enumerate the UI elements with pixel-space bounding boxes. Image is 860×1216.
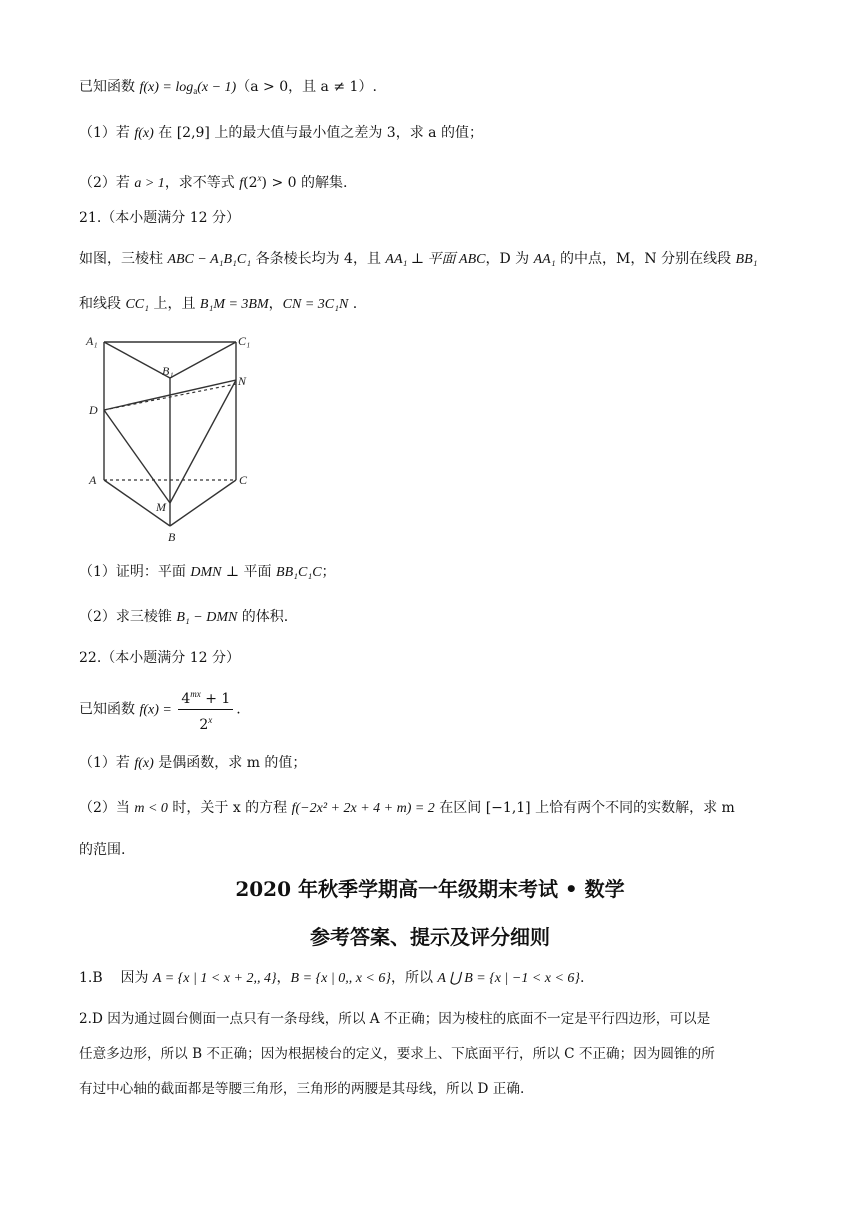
- label-c: C: [239, 473, 248, 487]
- edge-cb: [170, 480, 236, 526]
- label-b1: B₁: [162, 364, 174, 378]
- q21-line2: 和线段 CC₁ 上，且 B₁M = 3BM，CN = 3C₁N .: [79, 296, 358, 312]
- answer-2-line1: 2.D 因为通过圆台侧面一点只有一条母线，所以 A 不正确；因为棱柱的底面不一定是平行四边形，可以是: [79, 1011, 711, 1027]
- q21-part2: （2）求三棱锥 B₁ − DMN 的体积.: [79, 609, 289, 625]
- q20-intro: 已知函数 $f(x) = \log_a(x - 1)(a > 0$，且 a ≠ 1）.: [79, 79, 377, 96]
- answer-1: 1.B 因为 A = {x | 1 < x + 2,, 4}，B = {x | 0,, x < 6}，所以 A ⋃ B = {x | −1 < x < 6}.: [79, 970, 585, 986]
- q20-part2: （2）若 a > 1，求不等式 $f(2^x) > 0$ 的解集.: [79, 173, 348, 191]
- label-c1: C₁: [238, 334, 251, 348]
- edge-a1b1: [104, 342, 170, 378]
- q22-header: 22.（本小题满分 12 分）: [79, 650, 240, 666]
- edge-c1b1: [170, 342, 236, 378]
- answers-title: 2020 年秋季学期高一年级期末考试 • 数学: [235, 877, 625, 901]
- label-a1: A₁: [86, 334, 98, 348]
- prism-figure: [82, 330, 262, 545]
- label-d: D: [89, 403, 98, 417]
- segment-nm: [170, 380, 236, 503]
- q22-part1: （1）若 f(x) 是偶函数，求 m 的值；: [79, 755, 307, 771]
- label-n: N: [238, 374, 247, 388]
- segment-dm: [104, 410, 170, 503]
- q21-part1: （1）证明：平面 DMN ⊥ 平面 BB₁C₁C；: [79, 564, 336, 580]
- q21-line1: 如图，三棱柱 ABC − A₁B₁C₁ 各条棱长均为 4，且 AA₁ ⊥ 平面 ABC，D 为 AA₁ 的中点，M，N 分别在线段 BB₁: [79, 251, 758, 267]
- answers-subtitle: 参考答案、提示及评分细则: [310, 925, 550, 949]
- q22-part2-tail: 的范围.: [79, 842, 126, 858]
- q22-intro: 已知函数 f(x) = $\frac{4^{mx} + 1}{2^x}$ .: [79, 684, 800, 730]
- label-a: A: [89, 473, 97, 487]
- q22-part2: （2）当 m < 0 时，关于 x 的方程 f(−2x² + 2x + 4 + m) = 2 在区间 [−1,1] 上恰有两个不同的实数解，求 m: [79, 800, 735, 816]
- label-m: M: [156, 500, 166, 514]
- answer-2-line2: 任意多边形，所以 B 不正确；因为根据棱台的定义，要求上、下底面平行，所以 C 不正确；因为圆锥的所: [79, 1046, 715, 1062]
- q20-part1: （1）若 f(x) 在 [2,9] 上的最大值与最小值之差为 3，求 a 的值；: [79, 125, 483, 141]
- q22-fraction: $\frac{4^{mx} + 1}{2^x}$: [178, 684, 233, 735]
- label-b: B: [168, 530, 176, 544]
- answer-2-line3: 有过中心轴的截面都是等腰三角形，三角形的两腰是其母线，所以 D 正确.: [79, 1081, 525, 1097]
- q21-header: 21.（本小题满分 12 分）: [79, 210, 240, 226]
